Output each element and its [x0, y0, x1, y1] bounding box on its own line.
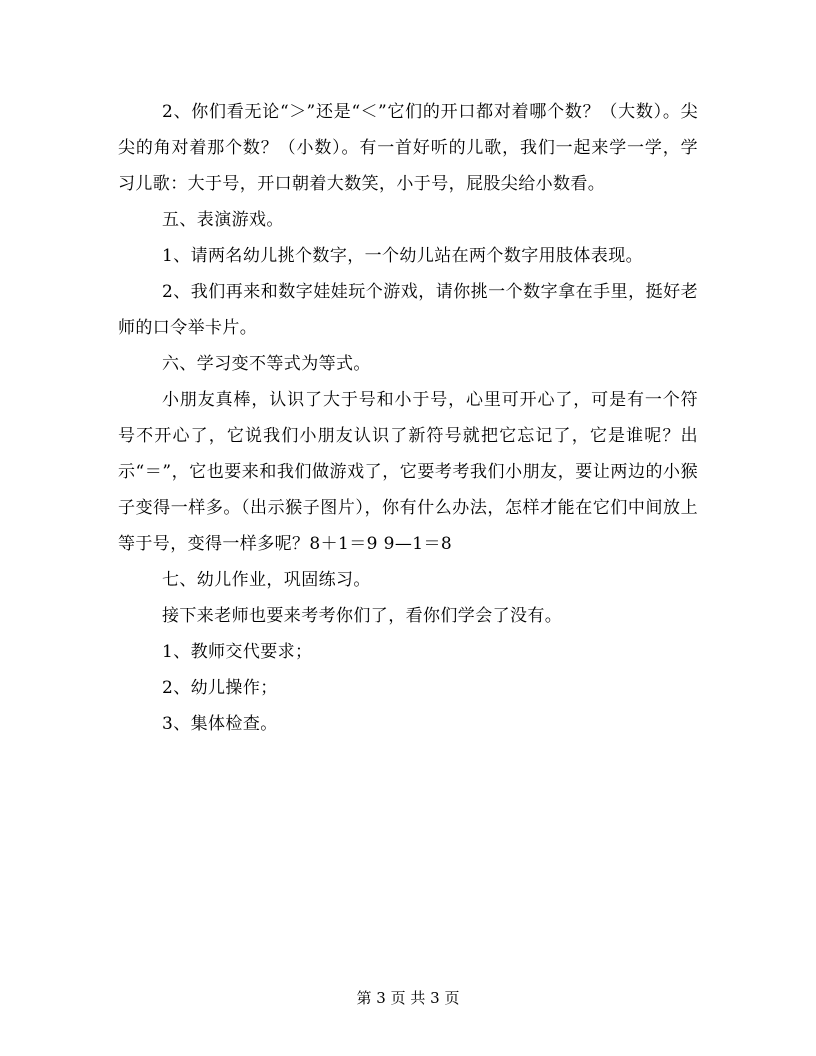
section-heading-equation: 六、学习变不等式为等式。 [162, 354, 371, 374]
paragraph-homework-intro: 接下来老师也要来考考你们了，看你们学会了没有。 [162, 606, 563, 626]
paragraph-symbol-song: 2、你们看无论“＞”还是“＜”它们的开口都对着哪个数？（大数）。尖尖的角对着那个数？（小数）。有一首好听的儿歌，我们一起来学一学，学习儿歌：大于号，开口朝着大数笑，小于号，屁股尖给小数看。 [118, 102, 698, 194]
document-body [118, 94, 698, 742]
list-item-teacher-requirements: 1、教师交代要求； [162, 642, 313, 662]
section-heading-homework: 七、幼儿作业，巩固练习。 [162, 570, 371, 590]
page-footer: 第 3 页 共 3 页 [356, 989, 460, 1007]
list-item-group-check: 3、集体检查。 [162, 714, 278, 734]
paragraph-step-2: 2、我们再来和数字娃娃玩个游戏，请你挑一个数字拿在手里，挺好老师的口令举卡片。 [118, 282, 698, 338]
section-heading-performance-game: 五、表演游戏。 [162, 210, 284, 230]
paragraph-step-1: 1、请两名幼儿挑个数字，一个幼儿站在两个数字用肢体表现。 [162, 246, 644, 266]
list-item-child-operation: 2、幼儿操作； [162, 678, 278, 698]
paragraph-equals-sign: 小朋友真棒，认识了大于号和小于号，心里可开心了，可是有一个符号不开心了，它说我们小朋友认识了新符号就把它忘记了，它是谁呢？出示“＝”，它也要来和我们做游戏了，它要考考我们小朋友，要让两边的小猴子变得一样多。（出示猴子图片），你有什么办法，怎样才能在它们中间放上等于号，变得一样多呢？8＋1＝9 9—1＝8 [118, 390, 698, 554]
